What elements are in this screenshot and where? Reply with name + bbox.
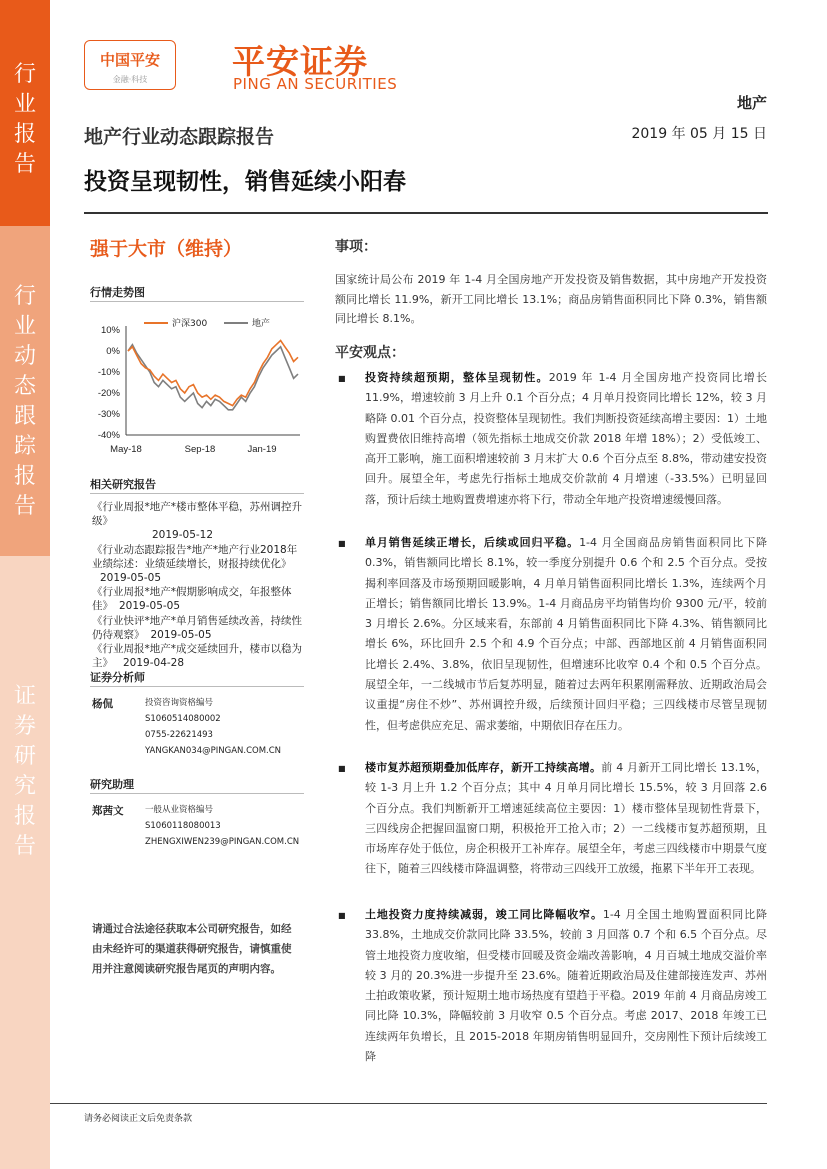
y-tick-label: 10% xyxy=(100,325,120,336)
view-point: 单月销售延续正增长，后续或回归平稳。1-4 月全国商品房销售面积同比下降 0.3%，销售额同比增长 8.1%，较一季度分别提升 0.6 个和 2.5 个百分点。受按揭利率回落及市场预期回暖影响，4 月单月销售面积同比增长 1.3%，连续两个月正增长；销售额同比增长 13.9%。1-4 月商品房平均销售均价 9300 元/平，较前 3 月增长 2.6%。分区域来看，东部前 4 月销售面积同比下降 4.3%、销售额同比增长 6%，环比回升 2.5 个和 4.9 个百分点；中部、西部地区前 4 月销售面积同比增长 2.4%、3.8%，依旧呈现韧性，但增速环比收窄 0.4 个和 0.5 个百分点。展望全年，一二线城市节后复苏明显，随着过去两年积累刚需释放、近期政治局会议重提“房住不炒”、苏州调控升级，后续预计回归平稳；三四线楼市尽管呈现韧性，但考虑供应充足、需求萎缩，中期依旧存在压力。 xyxy=(365,536,768,732)
view-point: 楼市复苏超预期叠加低库存，新开工持续高增。前 4 月新开工同比增长 13.1%，较 1-3 月上升 1.2 个百分点；其中 4 月单月同比增长 15.5%，较 3 月回落 2.6 个百分点。我们判断新开工增速延续高位主要因：1）楼市整体呈现韧性背景下，三四线房企把握回温窗口期，积极抢开工抢入市；2）一二线楼市复苏超预期，且市场库存处于低位，房企积极开工补库存。展望全年，考虑三四线楼市中期景气度往下，随着三四线楼市降温调整，将带动三四线开工放缓，拖累下半年开工表现。 xyxy=(365,761,768,876)
header-divider xyxy=(84,212,768,214)
related-report-item[interactable]: 《行业周报*地产*假期影响成交，年报整体佳》 2019-05-05 xyxy=(92,586,292,613)
bullet-square-icon: ■ xyxy=(338,764,346,773)
section-divider xyxy=(90,686,304,687)
bullet-square-icon: ■ xyxy=(338,539,346,548)
y-tick-label: -20% xyxy=(97,388,120,399)
event-heading: 事项： xyxy=(335,239,377,255)
brand-name-en: PING AN SECURITIES xyxy=(233,75,398,93)
logo-sub-text: 金融·科技 xyxy=(112,75,148,84)
section-divider xyxy=(90,793,304,794)
footer-divider xyxy=(50,1103,767,1104)
y-tick-label: -40% xyxy=(97,430,120,441)
related-report-item[interactable]: 《行业周报*地产*成交延续回升，楼市以稳为主》 2019-04-28 xyxy=(92,643,302,670)
bullet-square-icon: ■ xyxy=(338,911,346,920)
logo-main-text: 中国平安 xyxy=(99,51,160,69)
analyst-section-title: 证券分析师 xyxy=(90,671,145,684)
series-line-realestate xyxy=(128,345,298,410)
band-report-type: 行业动态跟踪报告 xyxy=(0,226,50,556)
assistant-email[interactable]: ZHENGXIWEN239@PINGAN.COM.CN xyxy=(145,837,300,847)
industry-label: 地产 xyxy=(736,94,767,112)
series-line-hs300 xyxy=(128,341,298,406)
y-tick-label: -30% xyxy=(97,409,120,420)
x-tick-label: May-18 xyxy=(110,444,142,455)
pingan-logo xyxy=(84,40,176,90)
band-report-category: 行业报告 xyxy=(0,0,50,226)
market-chart-title: 行情走势图 xyxy=(90,286,145,299)
assistant-section-title: 研究助理 xyxy=(90,778,134,791)
disclaimer-note: 请通过合法途径获取本公司研究报告，如经由未经许可的渠道获得研究报告，请慎重使用并注意阅读研究报告尾页的声明内容。 xyxy=(92,923,292,975)
analyst-name: 杨侃 xyxy=(92,698,113,710)
view-point: 土地投资力度持续减弱，竣工同比降幅收窄。1-4 月全国土地购置面积同比降 33.8%，土地成交价款同比降 33.5%，较前 3 月回落 0.7 个和 6.5 个百分点。尽管土地投资力度收缩，但受楼市回暖及资金端改善影响，4 月百城土地成交溢价率较 3 月的 20.3%进一步提升至 23.6%。随着近期政治局及住建部接连发声、苏州土拍政策收紧，预计短期土地市场热度有望趋于平稳。2019 年前 4 月商品房竣工同比降 10.3%，降幅较前 3 月收窄 0.5 个百分点。考虑 2017、2018 年竣工已连续两年负增长，且 2015-2018 年期房销售明显回升，交房刚性下预计后续竣工降 xyxy=(365,908,768,1064)
y-tick-label: 0% xyxy=(106,346,120,357)
section-divider xyxy=(90,301,304,302)
view-point: 投资持续超预期，整体呈现韧性。2019 年 1-4 月全国房地产投资同比增长 11.9%，增速较前 3 月上升 0.1 个百分点；4 月单月投资同比增长 12%，较 3 月略降 0.01 个百分点，投资整体呈现韧性。我们判断投资延续高增主要因：1）土地购置费依旧维持高增（领先指标土地成交价款 2018 年增 18%）；2）受低竣工、高开工影响，施工面积增速较前 3 月末扩大 0.6 个百分点至 8.8%，带动建安投资回升。展望全年，考虑先行指标土地成交价款前 4 月增速（-33.5%）已明显回落，预计后续土地购置费增速亦将下行，带动全年地产投资增速缓慢回落。 xyxy=(365,371,768,506)
related-report-item[interactable]: 《行业快评*地产*单月销售延续改善，持续性仍待观察》 2019-05-05 xyxy=(92,614,302,641)
market-trend-chart xyxy=(88,310,304,460)
related-reports-list xyxy=(92,500,304,670)
footer-note: 请务必阅读正文后免责条款 xyxy=(84,1114,193,1124)
rating-label: 强于大市（维持） xyxy=(90,238,243,260)
x-tick-label: Sep-18 xyxy=(184,444,216,455)
report-type: 地产行业动态跟踪报告 xyxy=(84,126,275,148)
legend-label-hs300: 沪深300 xyxy=(172,319,208,329)
view-heading: 平安观点： xyxy=(335,345,405,361)
section-divider xyxy=(90,493,304,494)
band-research-label: 证券研究报告 xyxy=(0,556,50,1169)
assistant-name: 郑茜文 xyxy=(92,805,124,817)
related-report-item[interactable]: 《行业周报*地产*楼市整体平稳，苏州调控升级》 2019-05-12 xyxy=(92,501,302,542)
page-title: 投资呈现韧性，销售延续小阳春 xyxy=(84,169,406,195)
related-reports-title: 相关研究报告 xyxy=(90,478,156,491)
analyst-email[interactable]: YANGKAN034@PINGAN.COM.CN xyxy=(145,746,282,756)
assistant-info: 一般从业资格编号 S1060118080013 ZHENGXIWEN239@PINGAN.COM.CN xyxy=(145,802,305,850)
analyst-info: 投资咨询资格编号 S1060514080002 0755-22621493 YANGKAN034@PINGAN.COM.CN xyxy=(145,695,305,759)
x-tick-label: Jan-19 xyxy=(247,444,277,455)
bullet-square-icon: ■ xyxy=(338,374,346,383)
event-text: 国家统计局公布 2019 年 1-4 月全国房地产开发投资及销售数据，其中房地产开发投资额同比增长 11.9%，新开工同比增长 13.1%；商品房销售面积同比下降 0.3%，销售额同比增长 8.1%。 xyxy=(335,273,767,325)
related-report-item[interactable]: 《行业动态跟踪报告*地产*地产行业2018年业绩综述：业绩延续增长，财报持续优化》2019-05-05 xyxy=(92,543,298,585)
brand-name-cn: 平安证券 xyxy=(232,42,368,81)
report-date: 2019 年 05 月 15 日 xyxy=(631,126,767,142)
legend-label-realestate: 地产 xyxy=(252,319,271,329)
left-band xyxy=(0,0,50,1169)
y-tick-label: -10% xyxy=(97,367,120,378)
